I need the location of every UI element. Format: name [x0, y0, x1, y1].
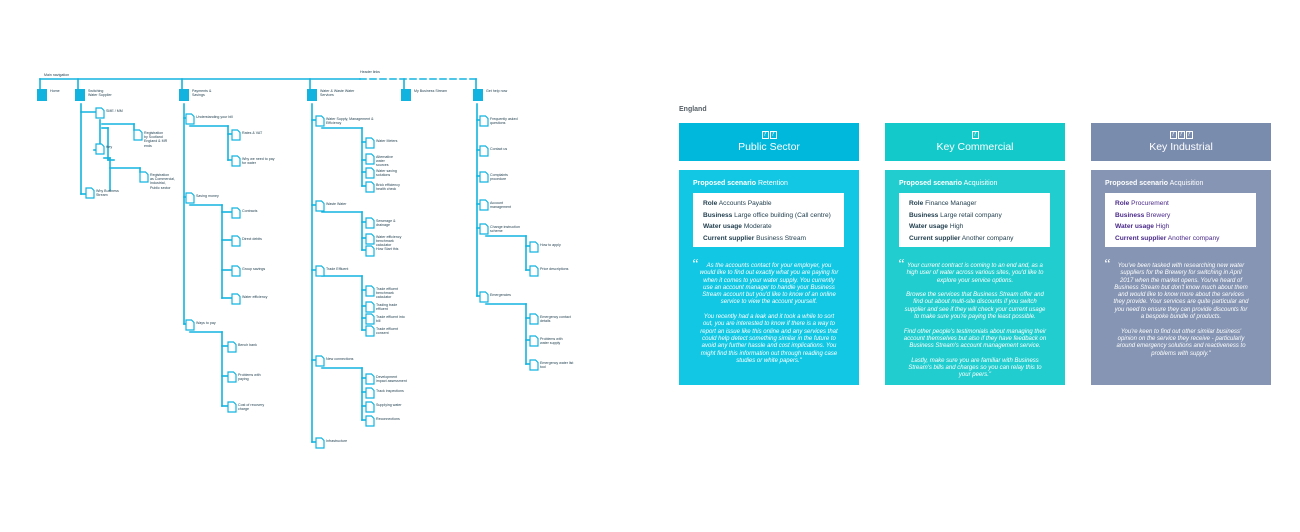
fact-role: [703, 198, 844, 210]
page-icon-water-supply: [316, 116, 324, 126]
sitemap-node-water-efficiency: Water efficiency: [242, 295, 268, 299]
page-icon-contact-us: [480, 146, 488, 156]
sitemap-node-water-saving: Water saving solutions: [376, 169, 397, 178]
page-icon-registration-commercial: [140, 172, 148, 182]
persona-header: [679, 123, 859, 161]
page-icon-saving-money: [186, 193, 194, 203]
page-icon-sme: [96, 108, 104, 118]
page-icon-trade-effluent: [316, 266, 324, 276]
fact-value: Brewery: [1146, 211, 1171, 219]
page-icon-sewerage: [366, 218, 374, 228]
persona-quote: Your current contract is coming to an end and, as a high user of water across various sites, you'd like to explore your service options. Browse the services that Business Stream offer and find out about multi-site discounts if you switch supplier and see if they will check your current usage to make sure you're paying the least possible. Find other people's testimonials about managing their account themselves but also if they have feedback on Business Stream's account management service. Lastly, make sure you are familiar with Business Stream's bills and charges so you can relay this to your peers.": [903, 263, 1047, 379]
sitemap-node-brick-efficiency: Brick efficiency health check: [376, 183, 400, 192]
page-icon-bench-bank: [228, 342, 236, 352]
sitemap-node-sewerage: Sewerage & drainage: [376, 219, 396, 228]
page-icon-te-benchmark: [366, 286, 374, 296]
sitemap-node-rates: Rates & VAT: [242, 131, 263, 135]
fact-value: Moderate: [743, 223, 772, 231]
page-icon-water-meters: [366, 138, 374, 148]
sitemap-node-infrastructure: Infrastructure: [326, 439, 348, 443]
unknown-glyph-icon: ?: [973, 131, 977, 138]
fact-label: Business: [703, 211, 733, 219]
persona-header: [1091, 123, 1271, 161]
sitemap-node-understanding-bill: Understanding your bill: [196, 115, 233, 119]
unknown-glyph-icon: ?: [771, 131, 775, 138]
sitemap-node-water-supply: Water Supply, Management & Efficiency: [326, 117, 374, 126]
unknown-glyph-icon: ?: [1179, 131, 1183, 138]
page-icon-trading-trade: [366, 302, 374, 312]
fact-value: Finance Manager: [925, 200, 977, 207]
sitemap-node-price-descriptions: Price descriptions: [540, 267, 569, 271]
sitemap-node-water-services: Water & Waste Water Services: [320, 89, 355, 98]
sitemap-node-complaints: Complaints procedure: [490, 173, 508, 182]
sitemap-node-how-apply: How to apply: [540, 243, 561, 247]
sitemap-node-why-pay: Why we need to pay for water: [242, 157, 275, 166]
page-icon-emergency-water-tool: [530, 360, 538, 370]
sitemap-node-reconnections: Reconnections: [376, 417, 400, 421]
scenario-label: Proposed scenario: [1105, 180, 1169, 187]
fact-value: Another company: [1167, 234, 1220, 242]
page-icon-cost-recovery: [228, 402, 236, 412]
fact-label: Role: [1115, 200, 1130, 207]
fact-business: [1115, 210, 1256, 222]
persona-quote: As the accounts contact for your employer, you would like to find out exactly what you are paying for when it comes to your water supply. You currently use an account manager to handle your Business Stream account but you'd like to know of an online service to view the account yourself. You recently had a leak and it took a while to sort out, you are interested to know if there is a way to report an issue like this online and any services that could help detect something similar in the future to avoid any further hassle and cost implications. You might find this information out through reading case studies or white papers.": [699, 263, 839, 364]
persona-body: [1091, 170, 1271, 385]
page-icon-change-instruction: [480, 224, 488, 234]
sitemap-node-registration-commercial: Registration as Commercial, Industrial, Public sector: [150, 173, 175, 190]
fact-business: [703, 210, 844, 222]
unknown-glyph-icon: ?: [1187, 131, 1191, 138]
page-icon-supplying-water: [366, 402, 374, 412]
page-icon-new-connections: [316, 356, 324, 366]
fact-value: High: [1155, 223, 1170, 231]
fact-label: Current supplier: [909, 234, 961, 242]
page-icon-switching: [75, 89, 85, 101]
page-icon-direct-debits: [232, 236, 240, 246]
fact-business: [909, 210, 1050, 222]
scenario-label: Proposed scenario: [899, 180, 963, 187]
page-icon-why-bs: [86, 188, 94, 198]
sitemap-node-emergencies: Emergencies: [490, 293, 511, 297]
persona-icons: [679, 131, 859, 139]
sitemap-node-track-inspections: Track inspections: [376, 389, 404, 393]
sitemap-node-emergency-water-tool: Emergency water list tool: [540, 361, 574, 370]
sitemap-node-te-bill: Trade effluent into bill: [376, 315, 405, 324]
fact-value: Accounts Payable: [718, 200, 772, 207]
page-icon-understanding-bill: [186, 114, 194, 124]
fact-current-supplier: [1115, 233, 1256, 245]
fact-label: Water usage: [909, 223, 948, 231]
page-icon-rates: [232, 130, 240, 140]
persona-icons: [885, 131, 1065, 139]
page-icon-ways-to-pay: [186, 320, 194, 330]
sitemap-pages: [37, 89, 538, 448]
page-icon-alternative-sources: [366, 154, 374, 164]
sitemap-node-change-instruction: Change instruction scheme: [490, 225, 520, 234]
page-icon-group-savings: [232, 266, 240, 276]
sitemap-node-contracts: Contracts: [242, 209, 258, 213]
page-icon-why-pay: [232, 156, 240, 166]
scenario-value: Acquisition: [963, 180, 998, 187]
sitemap-node-contact-us: Contact us: [490, 147, 508, 151]
page-icon-emergency-contact: [530, 314, 538, 324]
proposed-scenario: [899, 180, 997, 188]
persona-body: [885, 170, 1065, 385]
page-icon-te-consent: [366, 326, 374, 336]
page-icon-home: [37, 89, 47, 101]
sitemap-node-new-connections: New connections: [326, 357, 354, 361]
sitemap-node-waste-water: Waste Water: [326, 202, 347, 206]
persona-card-key-industrial: [1091, 123, 1271, 385]
persona-quote: You've been tasked with researching new water suppliers for the Brewery for switching in April 2017 when the market opens. You've heard of Business Stream but don't know much about them and would like to know more about the services they provide. Your services are quite particular and you need to ensure they can provide discounts for a bespoke bundle of products. You're keen to find out other similar business' opinion on the service they receive - particularly around emergency solutions and reactiveness to problems with supply.": [1113, 263, 1249, 357]
persona-title: Key Commercial: [936, 141, 1014, 153]
fact-role: [909, 198, 1050, 210]
page-icon-water-services: [307, 89, 317, 101]
fact-value: Business Stream: [756, 234, 806, 242]
page-icon-faq: [480, 116, 488, 126]
page-icon-contracts: [232, 208, 240, 218]
page-icon-emergencies: [480, 292, 488, 302]
page-icon-water-saving: [366, 168, 374, 178]
scenario-label: Proposed scenario: [693, 180, 757, 187]
fact-water-usage: [703, 221, 844, 233]
persona-title: Public Sector: [738, 141, 800, 153]
fact-label: Business: [1115, 211, 1145, 219]
persona-body: [679, 170, 859, 385]
page-icon-reconnections: [366, 416, 374, 426]
fact-value: Procurement: [1131, 200, 1169, 207]
fact-value: Large retail company: [940, 211, 1002, 219]
page-icon-infrastructure: [316, 438, 324, 448]
sitemap-node-ways-to-pay: Ways to pay: [196, 321, 216, 325]
sitemap-node-problems-supply: Problems with water supply: [540, 337, 563, 346]
fact-water-usage: [1115, 221, 1256, 233]
sitemap-node-te-consent: Trade effluent consent: [376, 327, 398, 336]
sitemap-node-trade-effluent: Trade Effluent: [326, 267, 349, 271]
fact-label: Role: [909, 200, 924, 207]
page-icon-waste-water: [316, 201, 324, 211]
quote-mark-icon: “: [897, 257, 905, 272]
unknown-glyph-icon: ?: [1171, 131, 1175, 138]
page-icon-dev-impact: [366, 374, 374, 384]
quote-mark-icon: “: [691, 257, 699, 272]
fact-current-supplier: [909, 233, 1050, 245]
fact-value: Another company: [961, 234, 1014, 242]
page-icon-water-efficiency-bench: [366, 234, 374, 244]
sitemap-node-water-meters: Water Meters: [376, 139, 398, 143]
sitemap-node-saving-money: Saving money: [196, 194, 219, 198]
persona-card-public-sector: [679, 123, 859, 385]
sitemap-node-get-help: Get help now: [486, 89, 508, 93]
sitemap-node-registration-scotland: Registration by Scotland England & MR ends: [144, 131, 168, 148]
page-icon-how-start: [366, 246, 374, 256]
sitemap-node-trading-trade: Trading trade effluent: [376, 303, 398, 312]
page-icon-track-inspections: [366, 388, 374, 398]
fact-value: Large office building (Call centre): [734, 211, 831, 219]
scenario-value: Acquisition: [1169, 180, 1204, 187]
fact-current-supplier: [703, 233, 844, 245]
page-icon-my-business: [401, 89, 411, 101]
fact-label: Water usage: [1115, 223, 1154, 231]
sitemap-node-sme: SME / MM: [106, 109, 123, 113]
sitemap-node-group-savings: Group savings: [242, 267, 266, 271]
sitemap-node-faq: Frequently asked questions: [490, 117, 518, 126]
sitemap-node-why-bs: Why Business Stream: [96, 189, 119, 198]
persona-title: Key Industrial: [1149, 141, 1213, 153]
page-icon-te-bill: [366, 314, 374, 324]
sitemap-node-supplying-water: Supplying water: [376, 403, 402, 407]
page-icon-account-mgmt: [480, 200, 488, 210]
page-icon-how-apply: [530, 242, 538, 252]
scenario-value: Retention: [757, 180, 788, 187]
persona-header: [885, 123, 1065, 161]
page-icon-water-efficiency: [232, 294, 240, 304]
fact-value: High: [949, 223, 964, 231]
page-icon-brick-efficiency: [366, 182, 374, 192]
unknown-glyph-icon: ?: [763, 131, 767, 138]
fact-water-usage: [909, 221, 1050, 233]
persona-card-key-commercial: [885, 123, 1065, 385]
page-icon-payments: [179, 89, 189, 101]
page-icon-key: [96, 144, 104, 154]
sitemap-node-switching: Switching Water Supplier: [88, 89, 112, 98]
page-icon-price-descriptions: [530, 266, 538, 276]
page-icon-problems-paying: [228, 372, 236, 382]
edge-label-header-links: Header links: [360, 70, 380, 74]
sitemap-node-cost-recovery: Cost of recovery charge: [238, 403, 265, 412]
fact-label: Current supplier: [703, 234, 755, 242]
page-icon-complaints: [480, 172, 488, 182]
region-label: England: [679, 106, 707, 113]
page-icon-get-help: [473, 89, 483, 101]
page-icon-registration-scotland: [134, 130, 142, 140]
quote-mark-icon: “: [1103, 257, 1111, 272]
persona-icons: [1091, 131, 1271, 139]
sitemap-node-account-mgmt: Account management: [490, 201, 511, 210]
persona-facts: [899, 193, 1050, 247]
fact-label: Current supplier: [1115, 234, 1167, 242]
proposed-scenario: [1105, 180, 1203, 188]
sitemap-node-emergency-contact: Emergency contact details: [540, 315, 571, 324]
sitemap-node-bench-bank: Bench bank: [238, 343, 257, 347]
sitemap-node-te-benchmark: Trade effluent benchmark calculator: [376, 287, 398, 300]
fact-label: Role: [703, 200, 718, 207]
persona-facts: [693, 193, 844, 247]
fact-label: Business: [909, 211, 939, 219]
fact-label: Water usage: [703, 223, 742, 231]
sitemap-node-water-efficiency-bench: Water efficiency benchmark calculator: [376, 235, 402, 248]
sitemap-node-problems-paying: Problems with paying: [238, 373, 261, 382]
sitemap-node-how-start: How Start this: [376, 247, 399, 251]
page-icon-problems-supply: [530, 336, 538, 346]
proposed-scenario: [693, 180, 788, 188]
edge-label-main-navigation: Main navigation: [44, 73, 70, 77]
sitemap-node-dev-impact: Development impact assessment: [376, 375, 407, 384]
sitemap-node-key: Key: [106, 145, 113, 149]
sitemap-node-direct-debits: Direct debits: [242, 237, 262, 241]
persona-facts: [1105, 193, 1256, 247]
sitemap-node-alternative-sources: Alternative water sources: [376, 155, 393, 168]
sitemap-node-my-business: My Business Stream: [414, 89, 447, 93]
fact-role: [1115, 198, 1256, 210]
sitemap-node-home: Home: [50, 89, 60, 93]
sitemap-node-payments: Payments & Savings: [192, 89, 212, 98]
